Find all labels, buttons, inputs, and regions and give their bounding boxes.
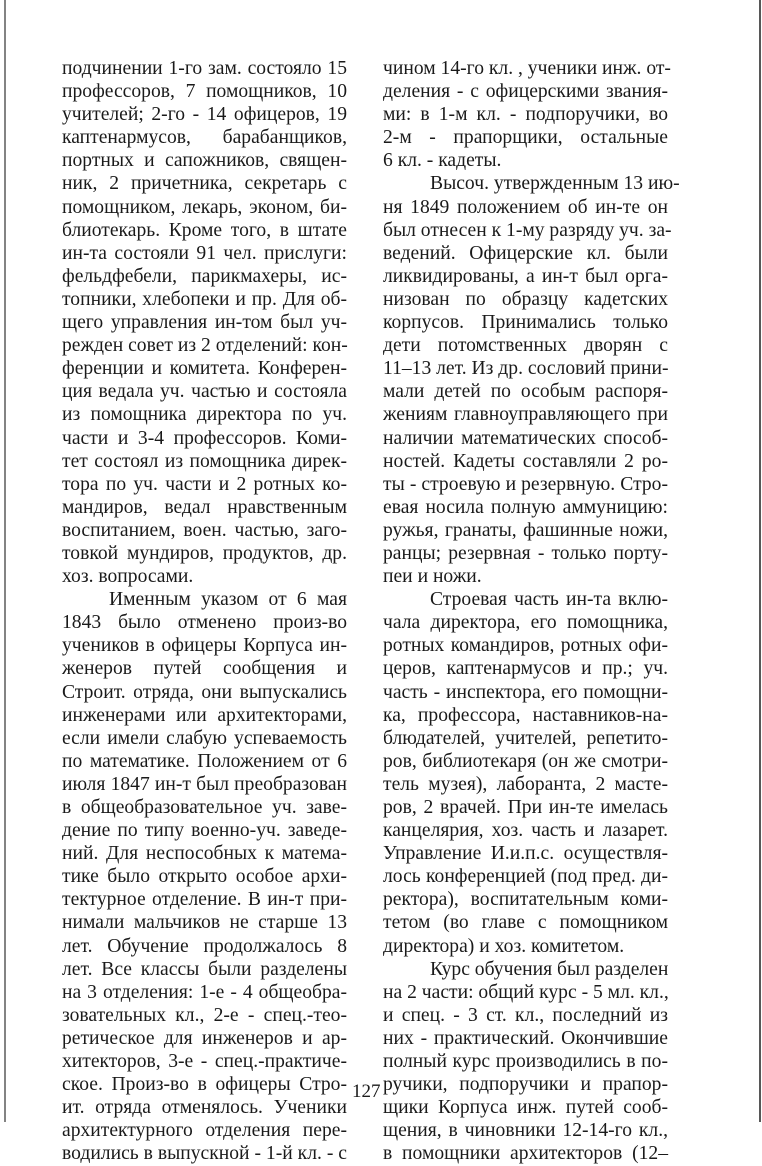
text-line: помощником, лекарь, эконом, би- [62,196,347,218]
text-line: 6 кл. - кадеты. [383,150,502,172]
text-line: ня 1849 положением об ин-те он [383,196,668,218]
text-line: ров, библиотекаря (он же смотри- [383,750,668,772]
text-line: дети потомственных дворян с [383,335,668,357]
scan-edge-left [4,0,6,1122]
text-line: канцелярия, хоз. часть и лазарет. [383,820,668,842]
text-line: евая носила полную аммуницию: [383,496,668,518]
text-line: низован по образцу кадетских [383,288,668,310]
text-line: был отнесен к 1-му разряду уч. за- [383,219,672,241]
text-line: блиотекарь. Кроме того, в штате [62,219,347,241]
text-line: церов, каптенармусов и пр.; уч. [383,658,668,680]
text-line: Высоч. утвержденным 13 ию- [430,173,680,195]
text-line: учеников в офицеры Корпуса ин- [62,635,347,657]
text-line: тике было открыто особое архи- [62,866,347,888]
text-line: мали детей по особым распоря- [383,381,668,403]
text-line: пеи и ножи. [383,566,482,588]
page-number: 127 [352,1081,381,1102]
text-line: ское. Произ-во в офицеры Стро- [62,1074,347,1096]
text-line: ведений. Офицерские кл. были [383,242,668,264]
text-line: блюдателей, учителей, репетито- [383,727,668,749]
text-line: ностей. Кадеты составляли 2 ро- [383,450,668,472]
text-line: по математике. Положением от 6 [62,750,347,772]
text-line: ранцы; резервная - только порту- [383,542,668,564]
text-line: чала директора, его помощника, [383,612,668,634]
text-line: режден совет из 2 отделений: кон- [62,335,348,357]
text-line: ротных командиров, ротных офи- [383,635,668,657]
text-line: тель музея), лаборанта, 2 масте- [383,773,668,795]
text-line: ференции и комитета. Конферен- [62,358,347,380]
text-line: лось конференцией (под пред. ди- [383,866,668,888]
text-line: и спец. - 3 ст. кл., последний из [383,1004,668,1026]
text-line: Строевая часть ин-та вклю- [430,589,668,611]
text-line: каптенармусов, барабанщиков, [62,127,347,149]
text-line: ний. Для неспособных к матема- [62,843,347,865]
text-line: тектурное отделение. В ин-т при- [62,889,347,911]
text-line: часть - инспектора, его помощни- [383,681,668,703]
text-line: на 2 части: общий курс - 5 мл. кл., [383,981,669,1003]
text-line: в общеобразовательное уч. заве- [62,797,347,818]
text-line: профессоров, 7 помощников, 10 [62,81,347,103]
text-line: наличии математических способ- [383,427,668,449]
text-line: жениям главноуправляющего при [383,404,668,426]
text-line: ружья, гранаты, фашинные ножи, [383,519,668,541]
text-line: женеров путей сообщения и [62,658,347,680]
text-line: ты - строевую и резервную. Стро- [383,473,668,495]
text-line: на 3 отделения: 1-е - 4 общеобра- [62,981,347,1003]
text-line: зовательных кл., 2-е - спец.-тео- [62,1004,347,1026]
text-line: портных и сапожников, священ- [62,150,347,172]
text-line: деления - с офицерскими звания- [383,81,668,103]
text-line: товкой мундиров, продуктов, др. [62,542,347,564]
text-line: ит. отряда отменялось. Ученики [62,1097,347,1119]
text-line: ручики, подпоручики и прапор- [383,1074,668,1096]
text-line: ция ведала уч. частью и состояла [62,381,347,403]
text-line: лет. Все классы были разделены [62,958,347,980]
text-line: них - практический. Окончившие [383,1027,668,1049]
text-line: ликвидированы, а ин-т был орга- [383,265,668,287]
text-line: ректора), воспитательным коми- [383,889,668,911]
text-line: тетом (во главе с помощником [383,912,668,934]
text-line: щики Корпуса инж. путей сооб- [383,1097,668,1119]
text-line: 2-м - прапорщики, остальные [383,127,668,149]
text-line: Курс обучения был разделен [430,958,669,980]
text-line: Именным указом от 6 мая [109,589,347,611]
text-line: ка, профессора, наставников-на- [383,704,668,726]
text-line: ретическое для инженеров и ар- [62,1027,347,1049]
text-line: июля 1847 ин-т был преобразован [62,773,347,795]
text-line: хитекторов, 3-е - спец.-практиче- [62,1051,347,1073]
text-column-left [62,57,347,1166]
text-line: фельдфебели, парикмахеры, ис- [62,265,347,287]
text-line: ми: в 1-м кл. - подпоручики, во [383,104,668,126]
text-line: директора) и хоз. комитетом. [383,935,625,957]
text-column-right [383,57,680,1166]
text-line: дение по типу военно-уч. заведе- [62,820,347,842]
scan-edge-right [759,0,761,1122]
text-line: ров, 2 врачей. При ин-те имелась [383,797,668,818]
text-line: нимали мальчиков не старше 13 [62,912,347,934]
text-line: воспитанием, воен. частью, заго- [62,519,347,541]
text-line: из помощника директора по уч. [62,404,347,426]
text-line: в помощники архитекторов (12– [383,1143,668,1165]
text-line: Управление И.и.п.с. осуществля- [383,843,668,865]
text-line: ник, 2 причетника, секретарь с [62,173,347,195]
text-line: мандиров, ведал нравственным [62,496,347,518]
text-line: подчинении 1-го зам. состояло 15 [62,58,347,79]
text-line: 11–13 лет. Из др. сословий прини- [383,358,669,380]
text-line: если имели слабую успеваемость [62,727,347,749]
text-line: архитектурного отделения пере- [62,1120,347,1142]
text-line: хоз. вопросами. [62,566,194,588]
text-line: лет. Обучение продолжалось 8 [62,935,347,957]
text-line: корпусов. Принимались только [383,312,668,334]
text-line: инженерами или архитекторами, [62,704,347,726]
text-line: чином 14-го кл. , ученики инж. от- [383,58,671,79]
text-line: щего управления ин-том был уч- [62,312,347,334]
text-line: учителей; 2-го - 14 офицеров, 19 [62,104,347,126]
text-line: топники, хлебопеки и пр. Для об- [62,288,347,310]
text-line: Строит. отряда, они выпускались [62,681,347,703]
text-line: тет состоял из помощника дирек- [62,450,347,472]
text-line: части и 3-4 профессоров. Коми- [62,427,347,449]
text-line: 1843 было отменено произ-во [62,612,347,634]
text-line: тора по уч. части и 2 ротных ко- [62,473,347,495]
text-line: ин-та состояли 91 чел. прислуги: [62,242,347,264]
text-line: водились в выпускной - 1-й кл. - с [62,1143,347,1165]
text-line: щения, в чиновники 12-14-го кл., [383,1120,668,1142]
text-line: полный курс производились в по- [383,1051,668,1073]
